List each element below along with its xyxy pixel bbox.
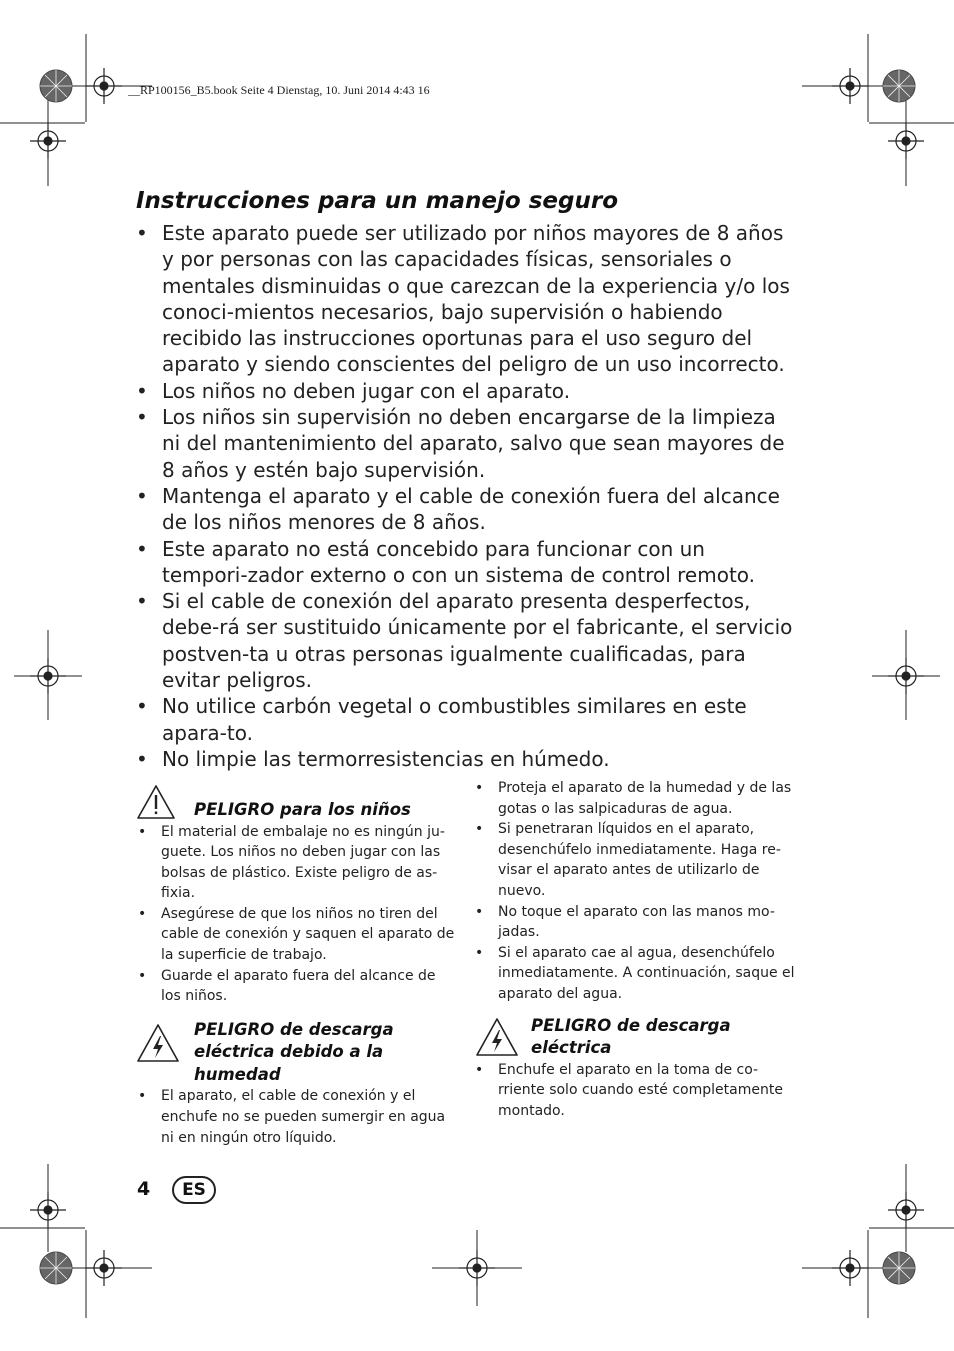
warning-humidity-block xyxy=(136,1019,456,1148)
warning-electric-block xyxy=(473,1015,795,1122)
list-item: • Los niños sin supervisión no deben encargarse de la limpieza ni del mantenimiento del aparato, salvo que sean mayores de 8 años y estén bajo supervisión. xyxy=(136,404,796,483)
warning-humidity-title: PELIGRO de descarga eléctrica debido a la humedad xyxy=(194,1019,394,1084)
warning-children-title: PELIGRO para los niños xyxy=(194,800,411,819)
safety-instructions-list xyxy=(136,220,796,772)
section-title: Instrucciones para un manejo seguro xyxy=(136,188,618,214)
warning-children-block xyxy=(136,784,456,1007)
list-item: • Guarde el aparato fuera del alcance de los niños. xyxy=(136,966,456,1007)
warning-electric-title: PELIGRO de descarga eléctrica xyxy=(531,1015,731,1058)
list-item: • Si el cable de conexión del aparato presenta desperfectos, debe-rá ser sustituido únicamente por el fabricante, el servicio postven-ta u otras personas igualmente cualificadas, para evitar peligros. xyxy=(136,588,796,693)
print-header: __RP100156_B5.book Seite 4 Dienstag, 10. Juni 2014 4:43 16 xyxy=(128,83,430,97)
list-item: • Asegúrese de que los niños no tiren del cable de conexión y saquen el aparato de la superficie de trabajo. xyxy=(136,904,456,966)
list-item: • No toque el aparato con las manos mo-jadas. xyxy=(473,902,795,943)
warning-humidity-list xyxy=(136,1086,456,1148)
list-item: • No limpie las termorresistencias en húmedo. xyxy=(136,746,796,772)
list-item: • Los niños no deben jugar con el aparato. xyxy=(136,378,796,404)
list-item: • El material de embalaje no es ningún ju-guete. Los niños no deben jugar con las bolsas de plástico. Existe peligro de as-fixia. xyxy=(136,822,456,904)
right-column xyxy=(473,778,795,1121)
list-item: • Proteja el aparato de la humedad y de las gotas o las salpicaduras de agua. xyxy=(473,778,795,819)
left-column xyxy=(136,784,456,1148)
warning-electric-list xyxy=(473,1060,795,1122)
warning-children-list xyxy=(136,822,456,1007)
list-item: • Este aparato no está concebido para funcionar con un tempori-zador externo o con un sistema de control remoto. xyxy=(136,536,796,589)
list-item: • No utilice carbón vegetal o combustibles similares en este apara-to. xyxy=(136,693,796,746)
list-item: • Este aparato puede ser utilizado por niños mayores de 8 años y por personas con las capacidades físicas, sensoriales o mentales disminuidas o que carezcan de la experiencia y/o los conoci-mientos necesarios, bajo supervisión o habiendo recibido las instrucciones oportunas para el uso seguro del aparato y siendo conscientes del peligro de un uso incorrecto. xyxy=(136,220,796,378)
list-item: • Mantenga el aparato y el cable de conexión fuera del alcance de los niños menores de 8 años. xyxy=(136,483,796,536)
list-item: • Enchufe el aparato en la toma de co-rriente solo cuando esté completamente montado. xyxy=(473,1060,795,1122)
list-item: • Si penetraran líquidos en el aparato, desenchúfelo inmediatamente. Haga re-visar el aparato antes de utilizarlo de nuevo. xyxy=(473,819,795,901)
page-number: 4 xyxy=(137,1178,151,1200)
language-badge: ES xyxy=(172,1176,216,1204)
moisture-list xyxy=(473,778,795,1005)
list-item: • Si el aparato cae al agua, desenchúfelo inmediatamente. A continuación, saque el aparato del agua. xyxy=(473,943,795,1005)
list-item: • El aparato, el cable de conexión y el enchufe no se pueden sumergir en agua ni en ningún otro líquido. xyxy=(136,1086,456,1148)
